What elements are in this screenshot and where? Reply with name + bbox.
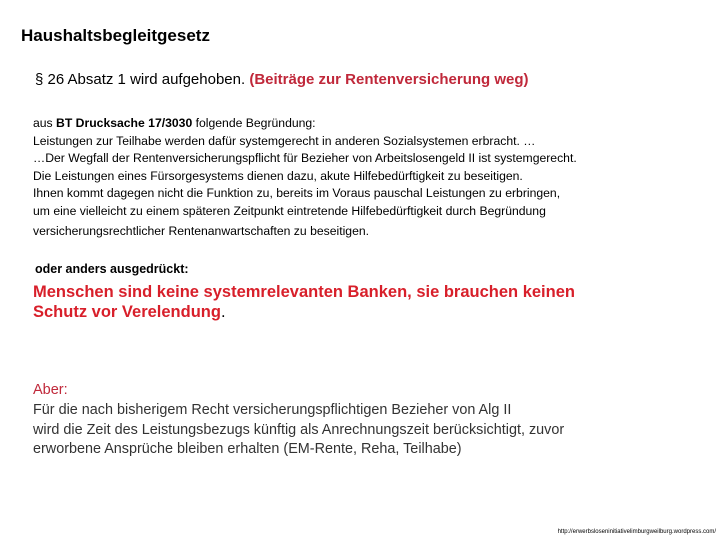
begruendung-suffix: folgende Begründung: xyxy=(195,116,316,130)
begruendung-block xyxy=(33,115,577,240)
aber-line: erworbene Ansprüche bleiben erhalten (EM-Rente, Reha, Teilhabe) xyxy=(33,441,462,457)
begruendung-prefix: aus xyxy=(33,116,53,130)
begruendung-reference: BT Drucksache 17/3030 xyxy=(56,116,193,130)
aber-line: Für die nach bisherigem Recht versicherungspflichtigen Bezieher von Alg II xyxy=(33,402,512,418)
menschen-line-1: Menschen sind keine systemrelevanten Banken, sie brauchen keinen xyxy=(33,283,575,301)
paragraph-26-text: § 26 Absatz 1 wird aufgehoben. xyxy=(35,71,246,88)
begruendung-line: Ihnen kommt dagegen nicht die Funktion zu, bereits im Voraus pauschal Leistungen zu erbringen, xyxy=(33,186,561,201)
begruendung-line: Die Leistungen eines Fürsorgesystems dienen dazu, akute Hilfebedürftigkeit zu beseitigen. xyxy=(33,168,523,183)
menschen-end-period: . xyxy=(220,303,226,321)
begruendung-line: versicherungsrechtlicher Rentenanwartschaften zu beseitigen. xyxy=(33,223,370,238)
aber-text-block xyxy=(33,401,564,460)
anders-label: oder anders ausgedrückt: xyxy=(35,262,189,276)
paragraph-26-statement xyxy=(35,71,529,88)
aber-label: Aber: xyxy=(33,382,68,398)
menschen-statement xyxy=(33,282,575,322)
begruendung-line: …Der Wegfall der Rentenversicherungspflicht für Bezieher von Arbeitslosengeld II ist systemgerecht. xyxy=(33,151,577,166)
begruendung-intro xyxy=(33,115,577,133)
source-url[interactable]: http://erwerbsloseninitiativelimburgweilburg.wordpress.com/ xyxy=(557,529,716,535)
menschen-line-2: Schutz vor Verelendung xyxy=(33,303,221,321)
aber-line: wird die Zeit des Leistungsbezugs künftig als Anrechnungszeit berücksichtigt, zuvor xyxy=(33,421,565,438)
begruendung-line: um eine vielleicht zu einem späteren Zeitpunkt eintretende Hilfebedürftigkeit durch Begründung xyxy=(33,203,546,218)
begruendung-line: Leistungen zur Teilhabe werden dafür systemgerecht in anderen Sozialsystemen erbracht. … xyxy=(33,133,536,148)
paragraph-26-highlight: (Beiträge zur Rentenversicherung weg) xyxy=(249,71,529,88)
page-title: Haushaltsbegleitgesetz xyxy=(21,26,210,45)
